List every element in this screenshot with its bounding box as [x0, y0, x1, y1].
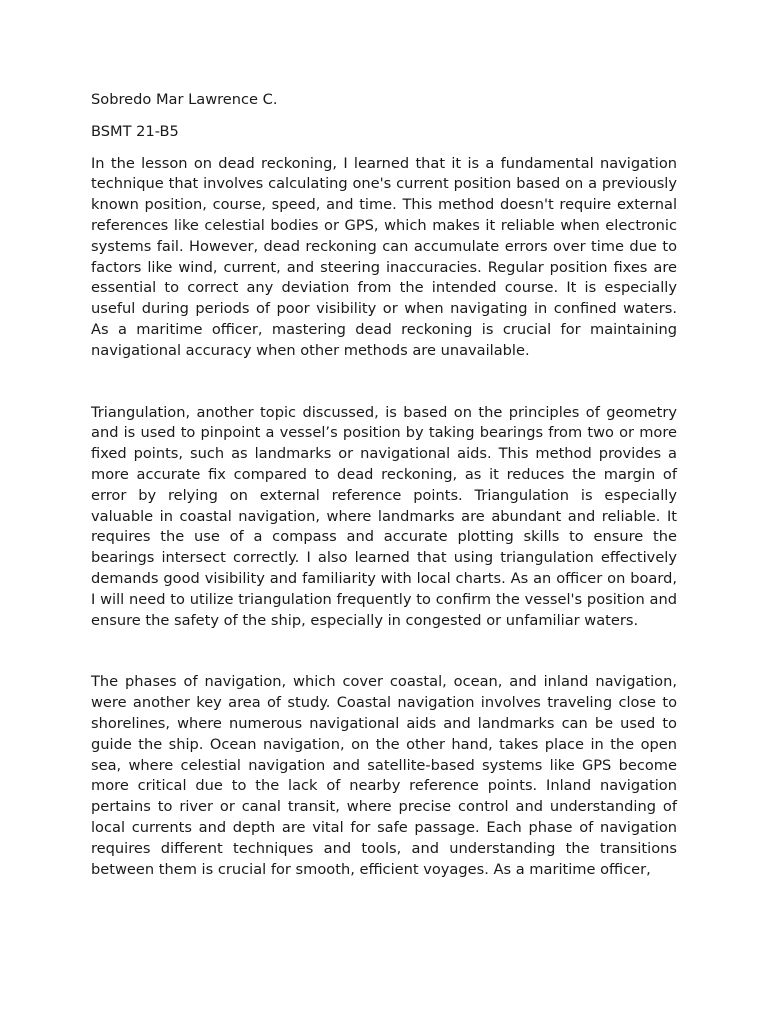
class-section: BSMT 21-B5 [91, 122, 179, 140]
paragraph-spacer [91, 631, 677, 672]
paragraph-spacer [91, 362, 677, 403]
paragraph-phases-of-navigation: The phases of navigation, which cover coastal, ocean, and inland navigation, were another key area of study. Coastal navigation involves traveling close to shorelines, where numerous navigational aids and landmarks can be used to guide the ship. Ocean navigation, on the other hand, takes place in the open sea, where celestial navigation and satellite-based systems like GPS become more critical due to the lack of nearby reference points. Inland navigation pertains to river or canal transit, where precise control and understanding of local currents and depth are vital for safe passage. Each phase of navigation requires different techniques and tools, and understanding the transitions between them is crucial for smooth, efficient voyages. As a maritime officer, [91, 673, 677, 878]
paragraph-triangulation: Triangulation, another topic discussed, is based on the principles of geometry and is used to pinpoint a vessel’s position by taking bearings from two or more fixed points, such as landmarks or navigational aids. This method provides a more accurate fix compared to dead reckoning, as it reduces the margin of error by relying on external reference points. Triangulation is especially valuable in coastal navigation, where landmarks are abundant and reliable. It requires the use of a compass and accurate plotting skills to ensure the bearings intersect correctly. I also learned that using triangulation effectively demands good visibility and familiarity with local charts. As an officer on board, I will need to utilize triangulation frequently to confirm the vessel's position and ensure the safety of the ship, especially in congested or unfamiliar waters. [91, 403, 677, 629]
document-body [91, 90, 677, 880]
paragraph-dead-reckoning: In the lesson on dead reckoning, I learned that it is a fundamental navigation technique that involves calculating one's current position based on a previously known position, course, speed, and time. This method doesn't require external references like celestial bodies or GPS, which makes it reliable when electronic systems fail. However, dead reckoning can accumulate errors over time due to factors like wind, current, and steering inaccuracies. Regular position fixes are essential to correct any deviation from the intended course. It is especially useful during periods of poor visibility or when navigating in confined waters. As a maritime officer, mastering dead reckoning is crucial for maintaining navigational accuracy when other methods are unavailable. [91, 154, 677, 359]
author-name: Sobredo Mar Lawrence C. [91, 91, 278, 108]
